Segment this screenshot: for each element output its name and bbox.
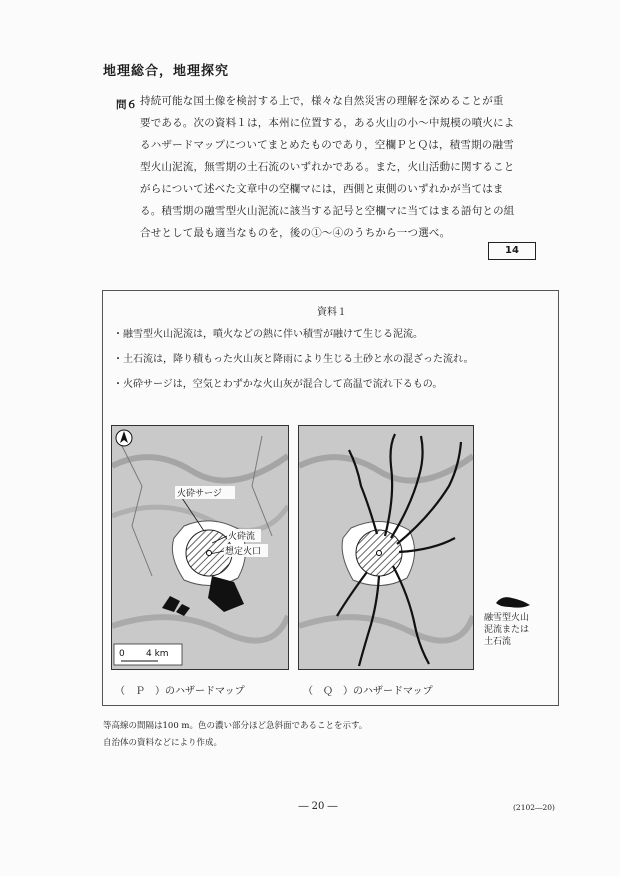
hazard-map-q: [298, 425, 474, 670]
question-line: るハザードマップについてまとめたものであり，空欄ＰとＱは，積雪期の融雪: [140, 139, 514, 151]
map-p-caption: （ Ｐ ）のハザードマップ: [115, 686, 245, 697]
material-bullet: ・融雪型火山泥流は，噴火などの熱に伴い積雪が融けて生じる泥流。: [113, 329, 423, 340]
label-pyroclastic-flow: 火砕流: [228, 532, 256, 542]
question-line: 合せとして最も適当なものを，後の①～④のうちから一つ選べ。: [140, 227, 451, 239]
svg-text:4 km: 4 km: [146, 649, 169, 659]
answer-number-box: 14: [488, 242, 536, 260]
question-number: 問６: [116, 99, 137, 111]
hazard-map-p: [111, 425, 289, 670]
section-title: 地理総合，地理探究: [103, 64, 230, 79]
material-bullet: ・火砕サージは，空気とわずかな火山灰が混合して高温で流れ下るもの。: [113, 379, 443, 390]
source-note: 自治体の資料などにより作成。: [103, 738, 223, 748]
map-q-caption: （ Ｑ ）のハザードマップ: [303, 686, 433, 697]
question-line: る。積雪期の融雪型火山泥流に該当する記号と空欄マに当てはまる語句との組: [140, 205, 515, 217]
question-line: がらについて述べた文章中の空欄マには，西側と東側のいずれかが当てはま: [140, 183, 504, 195]
question-line: 型火山泥流，無雪期の土石流のいずれかである。また，火山活動に関すること: [140, 161, 515, 173]
material-bullet: ・土石流は，降り積もった火山灰と降雨により生じる土砂と水の混ざった流れ。: [113, 354, 474, 365]
legend-label: 融雪型火山 泥流または 土石流: [484, 613, 530, 647]
north-arrow-icon: [116, 430, 132, 446]
question-line: 要である。次の資料１は，本州に位置する，ある火山の小～中規模の噴火によ: [140, 117, 515, 129]
page-number: ― 20 ―: [298, 801, 338, 812]
source-note: 等高線の間隔は100 m。色の濃い部分ほど急斜面であることを示す。: [103, 721, 368, 731]
material-title: 資料１: [317, 307, 347, 318]
question-line: 持続可能な国土像を検討する上で，様々な自然災害の理解を深めることが重: [140, 95, 504, 107]
legend-symbol: [494, 594, 534, 610]
label-assumed-crater: 想定火口: [225, 547, 262, 557]
exam-code: (2102―20): [513, 803, 555, 812]
svg-text:0: 0: [119, 649, 125, 659]
scale-bar: [114, 644, 182, 665]
label-pyroclastic-surge: 火砕サージ: [177, 489, 222, 499]
